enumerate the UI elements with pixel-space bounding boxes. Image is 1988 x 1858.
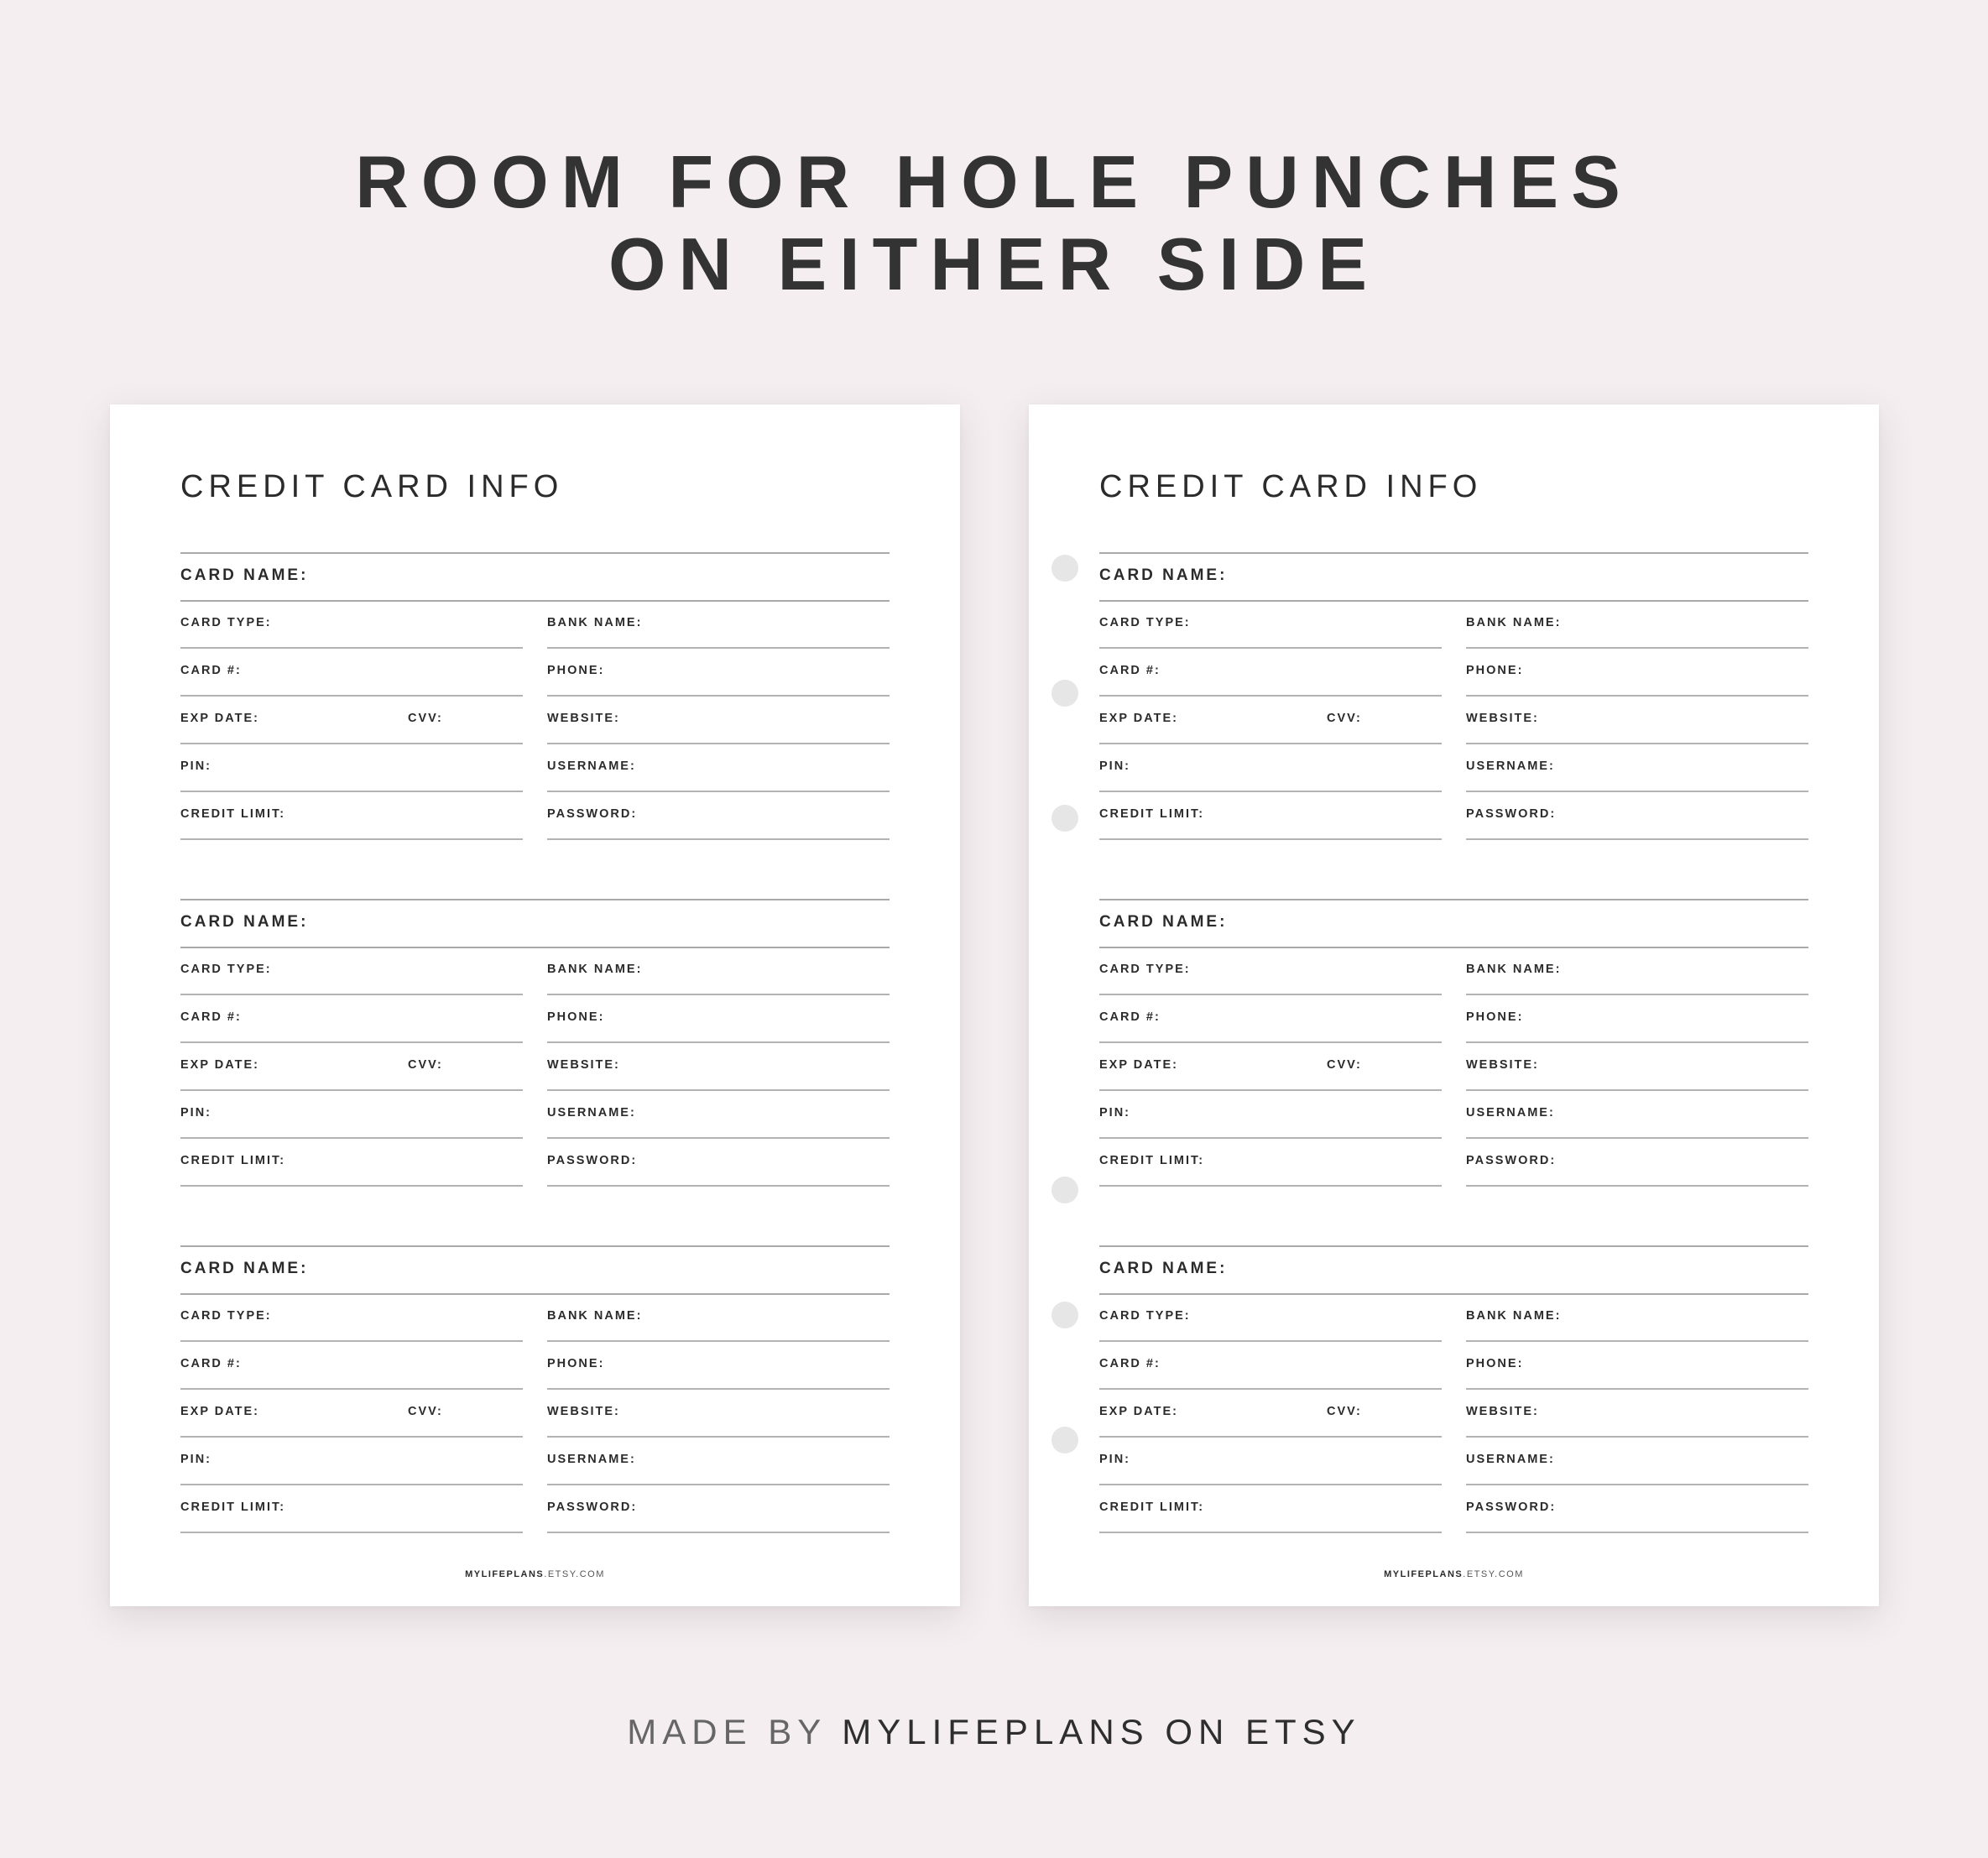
password-field[interactable] (547, 1139, 890, 1187)
card-block-2 (180, 899, 890, 1187)
exp-date-field[interactable] (1099, 697, 1442, 744)
punch-hole-icon (1051, 805, 1078, 832)
cvv-label: CVV: (1327, 712, 1362, 725)
bank-name-field[interactable] (547, 947, 890, 995)
password-label: PASSWORD: (1466, 807, 1557, 821)
phone-field[interactable] (1466, 995, 1808, 1043)
footer-domain: .ETSY.COM (1463, 1569, 1524, 1579)
username-field[interactable] (547, 1091, 890, 1139)
exp-date-label: EXP DATE: (1099, 1405, 1179, 1418)
exp-date-field[interactable] (180, 697, 523, 744)
bank-name-label: BANK NAME: (547, 963, 643, 976)
username-field[interactable] (1466, 744, 1808, 792)
credit-limit-field[interactable] (180, 1485, 523, 1533)
pin-label: PIN: (180, 759, 211, 773)
bank-name-field[interactable] (1466, 947, 1808, 995)
card-type-field[interactable] (180, 601, 523, 649)
sheet-left (110, 404, 960, 1606)
cvv-label: CVV: (408, 1058, 443, 1072)
sheet-footer (1029, 1569, 1879, 1579)
pin-label: PIN: (180, 1453, 211, 1466)
card-name-label: CARD NAME: (1099, 1260, 1228, 1277)
username-field[interactable] (547, 1438, 890, 1485)
card-number-label: CARD #: (180, 1357, 242, 1370)
pin-label: PIN: (1099, 759, 1130, 773)
website-field[interactable] (547, 1390, 890, 1438)
card-number-label: CARD #: (1099, 664, 1161, 677)
sheet-right (1029, 404, 1879, 1606)
username-label: USERNAME: (547, 1106, 636, 1119)
bank-name-label: BANK NAME: (1466, 963, 1562, 976)
cvv-label: CVV: (408, 1405, 443, 1418)
website-field[interactable] (547, 697, 890, 744)
exp-date-label: EXP DATE: (180, 1405, 260, 1418)
card-block-1 (1099, 552, 1808, 841)
exp-date-label: EXP DATE: (1099, 712, 1179, 725)
bank-name-label: BANK NAME: (547, 1309, 643, 1323)
card-type-field[interactable] (1099, 947, 1442, 995)
exp-date-field[interactable] (1099, 1390, 1442, 1438)
punch-hole-icon (1051, 1427, 1078, 1454)
cvv-label: CVV: (1327, 1058, 1362, 1072)
card-number-field[interactable] (180, 649, 523, 697)
credit-prefix: MADE BY (627, 1712, 843, 1751)
card-type-label: CARD TYPE: (1099, 1309, 1191, 1323)
divider (1099, 552, 1808, 554)
card-number-label: CARD #: (1099, 1357, 1161, 1370)
phone-label: PHONE: (1466, 1357, 1524, 1370)
bottom-credit (0, 1712, 1988, 1752)
password-field[interactable] (1466, 792, 1808, 840)
bank-name-field[interactable] (1466, 601, 1808, 649)
phone-label: PHONE: (1466, 664, 1524, 677)
card-block-1 (180, 552, 890, 841)
pin-field[interactable] (1099, 1091, 1442, 1139)
username-field[interactable] (1466, 1091, 1808, 1139)
username-label: USERNAME: (1466, 1106, 1555, 1119)
phone-field[interactable] (1466, 1342, 1808, 1390)
bank-name-field[interactable] (547, 601, 890, 649)
credit-limit-label: CREDIT LIMIT: (1099, 807, 1205, 821)
website-label: WEBSITE: (1466, 1058, 1539, 1072)
cvv-label: CVV: (408, 712, 443, 725)
bank-name-field[interactable] (1466, 1294, 1808, 1342)
credit-limit-label: CREDIT LIMIT: (1099, 1500, 1205, 1514)
website-label: WEBSITE: (547, 1058, 620, 1072)
card-number-label: CARD #: (1099, 1010, 1161, 1024)
phone-label: PHONE: (547, 1357, 605, 1370)
pin-field[interactable] (1099, 744, 1442, 792)
pin-field[interactable] (180, 744, 523, 792)
pin-field[interactable] (180, 1438, 523, 1485)
password-field[interactable] (547, 1485, 890, 1533)
headline-line-2: ON EITHER SIDE (608, 222, 1380, 305)
credit-limit-label: CREDIT LIMIT: (180, 807, 286, 821)
headline (0, 141, 1988, 305)
card-type-label: CARD TYPE: (1099, 616, 1191, 629)
credit-limit-field[interactable] (180, 792, 523, 840)
card-block-3 (180, 1245, 890, 1534)
punch-hole-icon (1051, 680, 1078, 707)
card-name-label: CARD NAME: (180, 913, 309, 931)
punch-hole-icon (1051, 555, 1078, 582)
website-label: WEBSITE: (547, 1405, 620, 1418)
username-label: USERNAME: (1466, 1453, 1555, 1466)
card-type-field[interactable] (1099, 601, 1442, 649)
bank-name-field[interactable] (547, 1294, 890, 1342)
footer-shop: MYLIFEPLANS (1384, 1569, 1464, 1579)
divider (180, 552, 890, 554)
phone-field[interactable] (547, 649, 890, 697)
divider (1099, 899, 1808, 900)
pin-field[interactable] (180, 1091, 523, 1139)
card-type-label: CARD TYPE: (180, 963, 272, 976)
credit-limit-label: CREDIT LIMIT: (180, 1154, 286, 1167)
card-type-field[interactable] (180, 1294, 523, 1342)
username-label: USERNAME: (1466, 759, 1555, 773)
credit-limit-field[interactable] (1099, 1485, 1442, 1533)
card-number-field[interactable] (1099, 995, 1442, 1043)
card-name-label: CARD NAME: (180, 1260, 309, 1277)
card-name-label: CARD NAME: (180, 566, 309, 584)
credit-limit-label: CREDIT LIMIT: (180, 1500, 286, 1514)
phone-label: PHONE: (547, 1010, 605, 1024)
password-label: PASSWORD: (1466, 1154, 1557, 1167)
phone-label: PHONE: (547, 664, 605, 677)
credit-limit-field[interactable] (1099, 1139, 1442, 1187)
password-field[interactable] (1466, 1139, 1808, 1187)
card-number-field[interactable] (180, 995, 523, 1043)
website-label: WEBSITE: (1466, 1405, 1539, 1418)
username-field[interactable] (547, 744, 890, 792)
card-type-label: CARD TYPE: (180, 1309, 272, 1323)
divider (180, 899, 890, 900)
bank-name-label: BANK NAME: (1466, 616, 1562, 629)
phone-field[interactable] (1466, 649, 1808, 697)
password-label: PASSWORD: (547, 1500, 638, 1514)
website-label: WEBSITE: (1466, 712, 1539, 725)
credit-shop: MYLIFEPLANS ON ETSY (842, 1712, 1361, 1751)
exp-date-field[interactable] (1099, 1043, 1442, 1091)
card-type-label: CARD TYPE: (180, 616, 272, 629)
exp-date-label: EXP DATE: (180, 1058, 260, 1072)
card-type-field[interactable] (1099, 1294, 1442, 1342)
sheet-title: CREDIT CARD INFO (180, 469, 564, 504)
credit-limit-label: CREDIT LIMIT: (1099, 1154, 1205, 1167)
exp-date-field[interactable] (180, 1043, 523, 1091)
card-name-label: CARD NAME: (1099, 913, 1228, 931)
phone-field[interactable] (547, 995, 890, 1043)
exp-date-label: EXP DATE: (1099, 1058, 1179, 1072)
card-block-2 (1099, 899, 1808, 1187)
pin-label: PIN: (1099, 1106, 1130, 1119)
sheet-title: CREDIT CARD INFO (1099, 469, 1483, 504)
divider (1099, 1245, 1808, 1247)
card-block-3 (1099, 1245, 1808, 1534)
card-name-label: CARD NAME: (1099, 566, 1228, 584)
headline-line-1: ROOM FOR HOLE PUNCHES (355, 140, 1633, 223)
password-label: PASSWORD: (547, 1154, 638, 1167)
website-field[interactable] (547, 1043, 890, 1091)
card-type-label: CARD TYPE: (1099, 963, 1191, 976)
punch-hole-icon (1051, 1177, 1078, 1203)
pin-field[interactable] (1099, 1438, 1442, 1485)
password-label: PASSWORD: (1466, 1500, 1557, 1514)
username-field[interactable] (1466, 1438, 1808, 1485)
exp-date-field[interactable] (180, 1390, 523, 1438)
phone-label: PHONE: (1466, 1010, 1524, 1024)
footer-domain: .ETSY.COM (544, 1569, 605, 1579)
website-field[interactable] (1466, 1390, 1808, 1438)
card-number-field[interactable] (180, 1342, 523, 1390)
bank-name-label: BANK NAME: (547, 616, 643, 629)
password-label: PASSWORD: (547, 807, 638, 821)
card-number-field[interactable] (1099, 1342, 1442, 1390)
card-number-field[interactable] (1099, 649, 1442, 697)
username-label: USERNAME: (547, 759, 636, 773)
password-field[interactable] (1466, 1485, 1808, 1533)
punch-hole-icon (1051, 1302, 1078, 1328)
footer-shop: MYLIFEPLANS (465, 1569, 545, 1579)
credit-limit-field[interactable] (1099, 792, 1442, 840)
phone-field[interactable] (547, 1342, 890, 1390)
cvv-label: CVV: (1327, 1405, 1362, 1418)
pin-label: PIN: (180, 1106, 211, 1119)
card-type-field[interactable] (180, 947, 523, 995)
website-field[interactable] (1466, 697, 1808, 744)
username-label: USERNAME: (547, 1453, 636, 1466)
sheet-footer (110, 1569, 960, 1579)
website-label: WEBSITE: (547, 712, 620, 725)
card-number-label: CARD #: (180, 664, 242, 677)
exp-date-label: EXP DATE: (180, 712, 260, 725)
password-field[interactable] (547, 792, 890, 840)
divider (180, 1245, 890, 1247)
card-number-label: CARD #: (180, 1010, 242, 1024)
pin-label: PIN: (1099, 1453, 1130, 1466)
credit-limit-field[interactable] (180, 1139, 523, 1187)
website-field[interactable] (1466, 1043, 1808, 1091)
bank-name-label: BANK NAME: (1466, 1309, 1562, 1323)
